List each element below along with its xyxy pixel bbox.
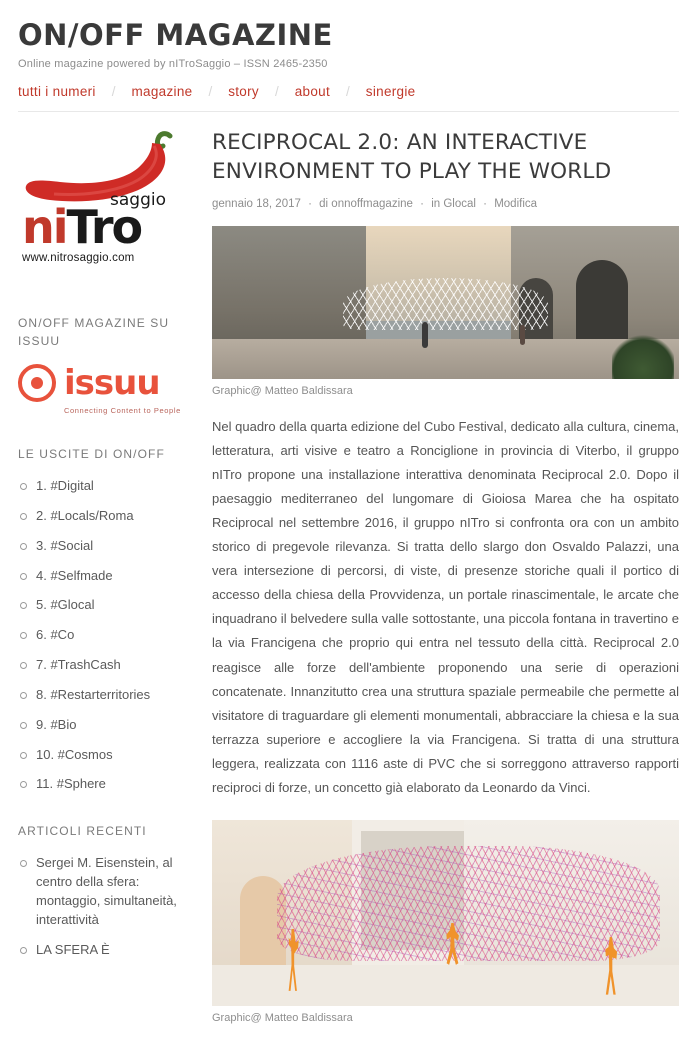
post-meta <box>212 198 679 210</box>
release-link-11[interactable]: 11. #Sphere <box>36 776 106 792</box>
release-link-3[interactable]: 3. #Social <box>36 537 94 553</box>
saggio-text: saggio <box>110 190 166 210</box>
list-item[interactable] <box>18 775 186 794</box>
list-item[interactable] <box>18 746 186 765</box>
site-tagline: Online magazine powered by nITroSaggio – ISSN 2465-2350 <box>18 58 328 70</box>
list-item[interactable] <box>18 941 186 960</box>
list-item[interactable] <box>18 507 186 526</box>
post-author-link[interactable]: onnoffmagazine <box>331 198 413 211</box>
nav-item-magazine[interactable]: magazine <box>131 84 193 99</box>
article-paragraph-1: Nel quadro della quarta edizione del Cubo Festival, dedicato alla cultura, cinema, letteratura, arti visive e teatro a Ronciglione in provincia di Viterbo, il gruppo nITro propone una installazione interattiva denominata Reciprocal 2.0. Dopo il paesaggio mediterraneo del lungomare di Gioiosa Marea che ha ospitato Reciprocal nel settembre 2016, il gruppo nITro si confronta ora con un ambito storico di pregevole rilevanza. Si tratta dello slargo don Osvaldo Palazzi, una vera intersezione di percorsi, di viste, di presenze storiche quali il portico di accesso della chiesa della Provvidenza, un portale rinascimentale, le arcate che inquadrano il belvedere sulla valle sottostante, una piccola fontana in travertino e la via Francigena che proprio qui entra nel tessuto della città. Reciprocal 2.0 reagisce alle forze dell'ambiente proponendo una serie di operazioni concatenate. Innanzitutto crea una struttura spaziale permeabile che permette al visitatore di traguardare gli elementi monumentali, abbracciare la chiesa e la sua terrazza superiore e accogliere la via Francigena. Si tratta di una struttura leggera, realizzata con 1116 aste di PVC che si sorreggono attraverso rapporti reciproci di forze, un concetto già elaborato da Leonardo da Vinci. <box>212 419 679 795</box>
recent-articles-list <box>18 854 186 959</box>
nav-item-sinergie[interactable]: sinergie <box>365 84 416 99</box>
list-item[interactable] <box>18 596 186 615</box>
release-link-2[interactable]: 2. #Locals/Roma <box>36 507 134 523</box>
recent-articles-heading: ARTICOLI RECENTI <box>18 824 147 839</box>
meta-dot: · <box>308 198 312 211</box>
release-link-10[interactable]: 10. #Cosmos <box>36 746 113 762</box>
release-link-5[interactable]: 5. #Glocal <box>36 597 95 613</box>
releases-list <box>18 477 186 794</box>
list-item[interactable] <box>18 626 186 645</box>
nav-item-story[interactable]: story <box>228 84 259 99</box>
issuu-logo-row <box>18 364 160 402</box>
sidebar <box>18 128 198 988</box>
content-area <box>18 112 679 1042</box>
issuu-target-icon <box>18 364 56 402</box>
nav-separator: / <box>346 84 350 99</box>
article-main <box>198 128 679 1042</box>
recent-article-link-1[interactable]: Sergei M. Eisenstein, al centro della sfera: montaggio, simultaneità, interattività <box>36 855 177 927</box>
list-item[interactable] <box>18 716 186 735</box>
list-item[interactable] <box>18 656 186 675</box>
nitro-url: www.nitrosaggio.com <box>22 252 135 264</box>
figure-caption-2: Graphic@ Matteo Baldissara <box>212 1011 353 1024</box>
release-link-9[interactable]: 9. #Bio <box>36 716 77 732</box>
nav-separator: / <box>274 84 279 99</box>
list-item[interactable] <box>18 477 186 496</box>
article-figure-2 <box>212 820 679 1024</box>
post-by-label: di <box>319 198 329 211</box>
nitro-wordmark <box>22 190 194 264</box>
post-date: gennaio 18, 2017 <box>212 198 301 211</box>
list-item[interactable] <box>18 567 186 586</box>
main-navigation <box>18 84 679 112</box>
post-edit-link[interactable]: Modifica <box>494 198 538 211</box>
photo-reciprocal-structure <box>343 278 548 330</box>
photo-plant <box>612 331 674 379</box>
list-item[interactable] <box>18 537 186 556</box>
release-link-4[interactable]: 4. #Selfmade <box>36 567 113 583</box>
installation-photo <box>212 226 679 379</box>
release-link-8[interactable]: 8. #Restarterritories <box>36 686 151 702</box>
photo-visitor-1 <box>422 322 428 348</box>
nav-separator: / <box>111 84 116 99</box>
release-link-6[interactable]: 6. #Co <box>36 627 75 643</box>
list-item[interactable] <box>18 854 186 929</box>
issuu-wordmark: issuu <box>64 363 160 403</box>
list-item[interactable] <box>18 686 186 705</box>
site-title: ON/OFF MAGAZINE <box>18 18 333 52</box>
release-link-7[interactable]: 7. #TrashCash <box>36 657 121 673</box>
site-header <box>18 0 679 112</box>
issuu-heading: ON/OFF MAGAZINE SU ISSUU <box>18 316 170 348</box>
render-reciprocal-structure <box>277 846 660 961</box>
nav-item-tutti-i-numeri[interactable]: tutti i numeri <box>18 84 96 99</box>
figure-caption-1: Graphic@ Matteo Baldissara <box>212 385 353 398</box>
release-link-1[interactable]: 1. #Digital <box>36 478 94 493</box>
meta-dot: · <box>420 198 424 211</box>
meta-dot: · <box>483 198 487 211</box>
releases-heading: LE USCITE DI ON/OFF <box>18 447 165 461</box>
nav-item-about[interactable]: about <box>294 84 331 99</box>
nitrosaggio-logo[interactable] <box>18 128 186 288</box>
page-title: RECIPROCAL 2.0: AN INTERACTIVE ENVIRONMENT TO PLAY THE WORLD <box>212 130 612 185</box>
nitro-text-red: ni <box>22 200 67 254</box>
nitro-text-dark: Tro <box>66 200 142 254</box>
photo-ground <box>212 339 679 379</box>
photo-visitor-2 <box>520 325 525 345</box>
article-figure-1 <box>212 226 679 397</box>
nav-separator: / <box>208 84 213 99</box>
issuu-tagline: Connecting Content to People <box>64 406 181 415</box>
post-category-link[interactable]: Glocal <box>443 198 476 211</box>
article-body <box>212 415 679 800</box>
issuu-logo[interactable] <box>18 364 186 415</box>
recent-article-link-2[interactable]: LA SFERA È <box>36 941 110 957</box>
render-image <box>212 820 679 1006</box>
post-in-label: in <box>431 198 441 211</box>
